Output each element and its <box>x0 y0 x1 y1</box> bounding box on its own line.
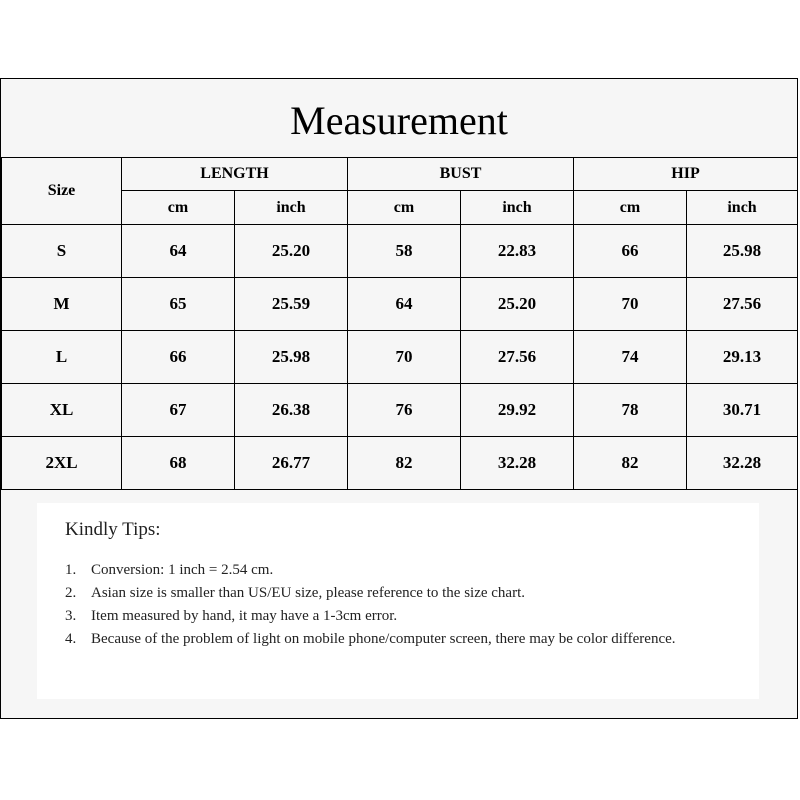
size-column-header: Size <box>2 158 122 225</box>
tip-text: Asian size is smaller than US/EU size, please reference to the size chart. <box>91 585 525 601</box>
measurement-cell: 68 <box>122 437 235 490</box>
measurement-cell: 78 <box>574 384 687 437</box>
measurement-cell: 29.92 <box>461 384 574 437</box>
measurement-cell: 64 <box>348 278 461 331</box>
measurement-cell: 74 <box>574 331 687 384</box>
table-row <box>2 331 798 384</box>
measurement-cell: 22.83 <box>461 225 574 278</box>
tip-text: Because of the problem of light on mobile phone/computer screen, there may be color difference. <box>91 631 676 647</box>
measurement-cell: 29.13 <box>687 331 798 384</box>
table-row <box>2 278 798 331</box>
measurement-cell: 32.28 <box>461 437 574 490</box>
table-row <box>2 225 798 278</box>
table-row <box>2 437 798 490</box>
tip-number: 3. <box>65 608 77 624</box>
measurement-cell: 26.38 <box>235 384 348 437</box>
measurement-cell: 70 <box>574 278 687 331</box>
table-unit-header-row <box>2 191 798 225</box>
length-group-header: LENGTH <box>122 158 348 191</box>
measurement-cell: 25.98 <box>687 225 798 278</box>
measurement-cell: 66 <box>122 331 235 384</box>
measurement-cell: 70 <box>348 331 461 384</box>
size-table <box>1 157 798 490</box>
measurement-cell: 32.28 <box>687 437 798 490</box>
tip-item <box>65 605 759 628</box>
tips-list <box>65 559 759 651</box>
unit-header: cm <box>574 191 687 225</box>
measurement-cell: 27.56 <box>687 278 798 331</box>
measurement-cell: 66 <box>574 225 687 278</box>
measurement-cell: 76 <box>348 384 461 437</box>
tip-item <box>65 559 759 582</box>
size-cell: M <box>2 278 122 331</box>
measurement-cell: 82 <box>574 437 687 490</box>
size-cell: XL <box>2 384 122 437</box>
tip-text: Item measured by hand, it may have a 1-3cm error. <box>91 608 398 624</box>
measurement-cell: 25.59 <box>235 278 348 331</box>
measurement-cell: 30.71 <box>687 384 798 437</box>
measurement-cell: 67 <box>122 384 235 437</box>
unit-header: inch <box>235 191 348 225</box>
table-body <box>2 225 798 490</box>
tip-text: Conversion: 1 inch = 2.54 cm. <box>91 562 274 578</box>
unit-header: cm <box>348 191 461 225</box>
unit-header: cm <box>122 191 235 225</box>
measurement-cell: 65 <box>122 278 235 331</box>
measurement-cell: 25.20 <box>461 278 574 331</box>
measurement-cell: 82 <box>348 437 461 490</box>
tip-item <box>65 582 759 605</box>
bust-group-header: BUST <box>348 158 574 191</box>
unit-header: inch <box>461 191 574 225</box>
size-cell: 2XL <box>2 437 122 490</box>
table-row <box>2 384 798 437</box>
size-cell: S <box>2 225 122 278</box>
measurement-cell: 26.77 <box>235 437 348 490</box>
measurement-cell: 25.20 <box>235 225 348 278</box>
measurement-cell: 58 <box>348 225 461 278</box>
measurement-card <box>0 78 798 719</box>
tips-box <box>37 503 759 699</box>
tips-title: Kindly Tips: <box>65 519 161 540</box>
unit-header: inch <box>687 191 798 225</box>
measurement-cell: 64 <box>122 225 235 278</box>
size-cell: L <box>2 331 122 384</box>
measurement-cell: 27.56 <box>461 331 574 384</box>
tip-number: 1. <box>65 562 77 578</box>
page-title: Measurement <box>290 98 508 143</box>
tip-number: 4. <box>65 631 77 647</box>
table-group-header-row <box>2 158 798 191</box>
tip-number: 2. <box>65 585 77 601</box>
tip-item <box>65 628 759 651</box>
hip-group-header: HIP <box>574 158 798 191</box>
measurement-cell: 25.98 <box>235 331 348 384</box>
